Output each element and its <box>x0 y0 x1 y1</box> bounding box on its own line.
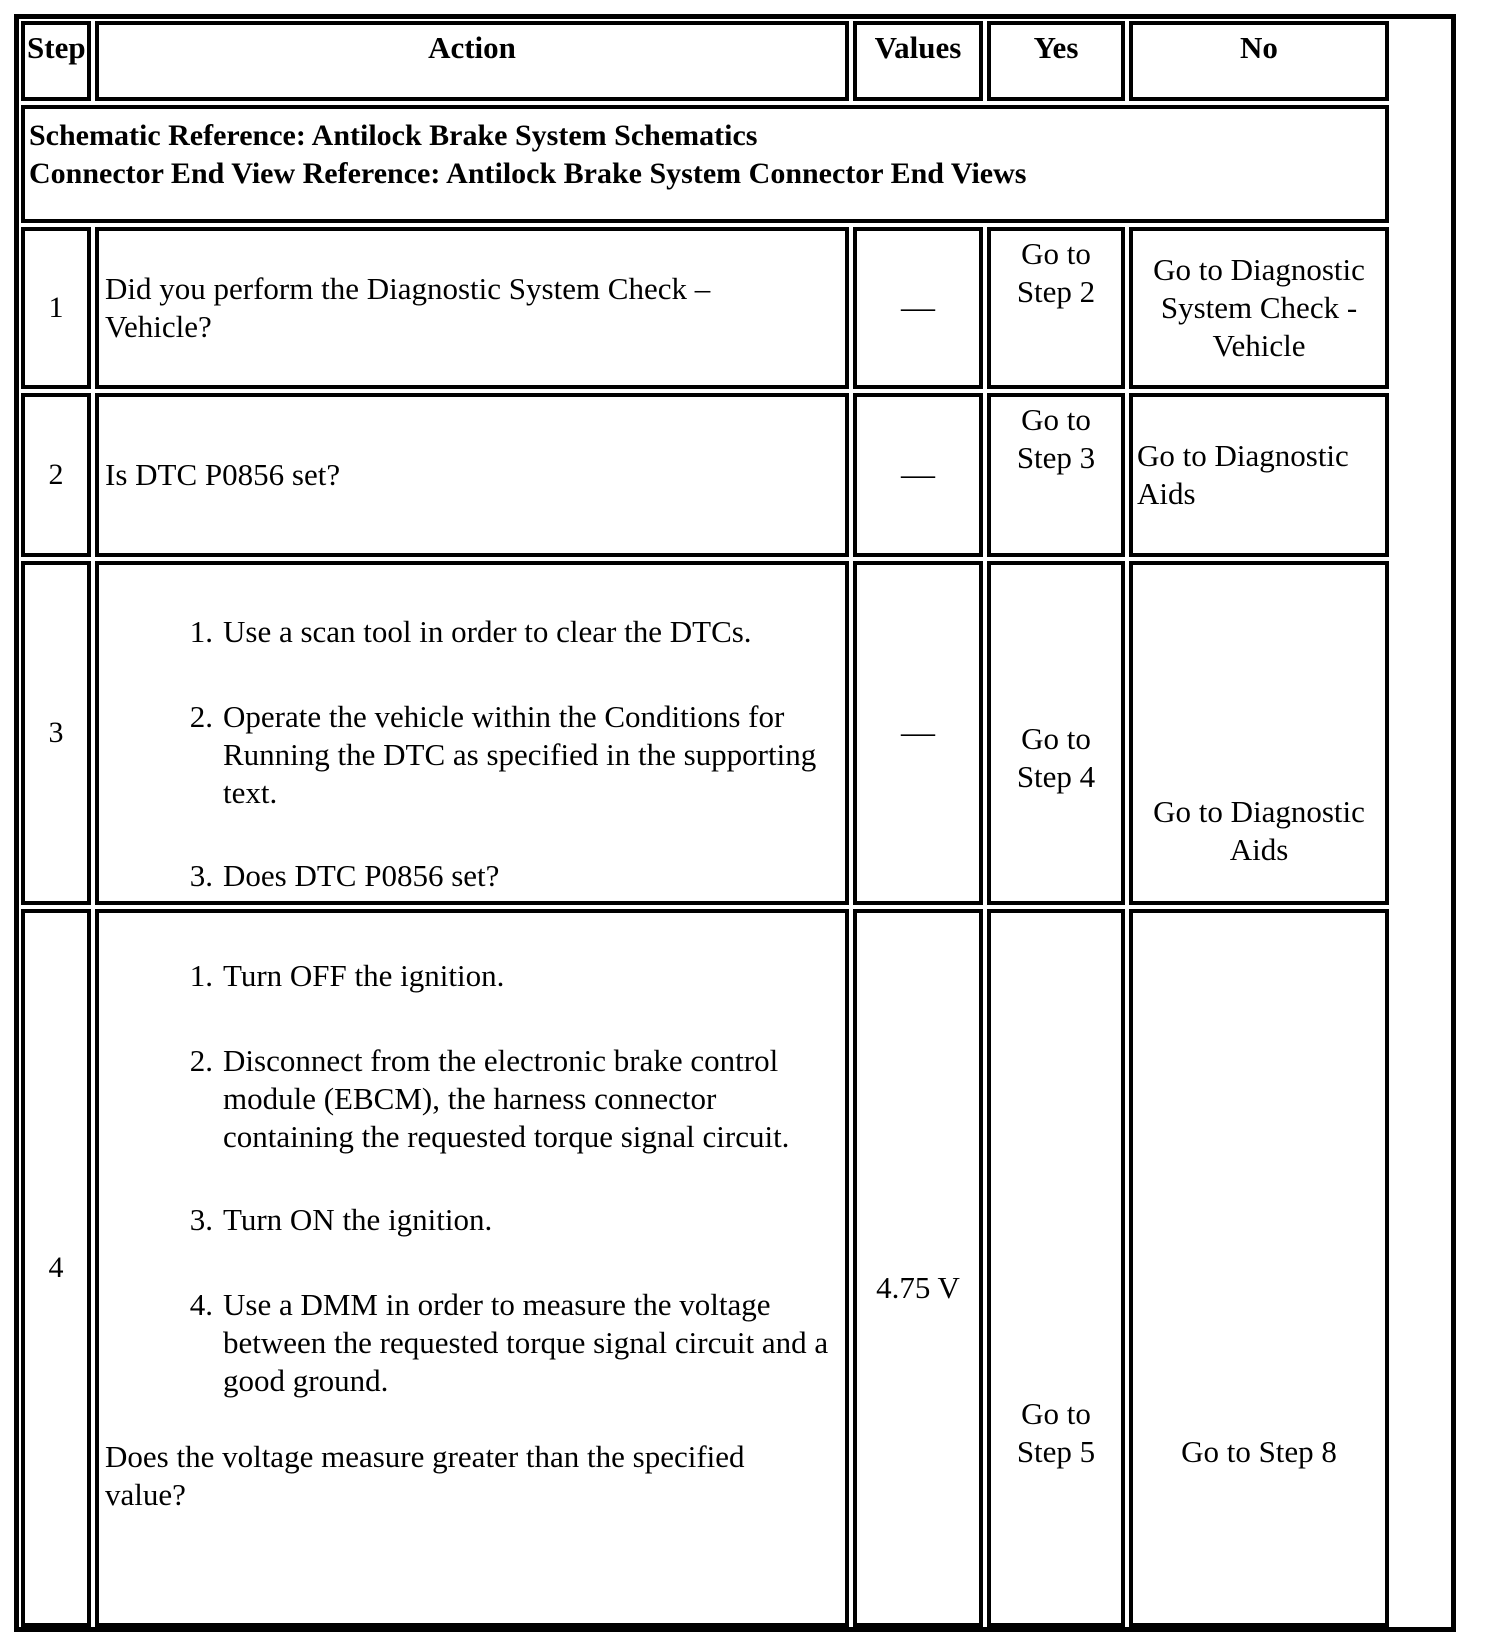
step-4-substep-3-num: 3. <box>189 1202 213 1237</box>
step-3-substep-3 <box>183 857 829 895</box>
step-4-number-text: 4 <box>48 1251 64 1284</box>
header-step <box>21 21 91 101</box>
step-3-action <box>95 561 849 905</box>
step-4-substep-1-text: Turn OFF the ignition. <box>223 958 505 993</box>
step-1-action <box>95 227 849 389</box>
step-3-number <box>21 561 91 905</box>
step-4-yes <box>987 909 1125 1627</box>
step-1-value-text: — <box>901 289 935 326</box>
step-3-number-text: 3 <box>48 716 64 749</box>
step-2-number <box>21 393 91 557</box>
step-1-action-text: Did you perform the Diagnostic System Check – Vehicle? <box>105 271 711 344</box>
header-no <box>1129 21 1389 101</box>
reference-row <box>21 105 1389 223</box>
step-3-substep-2-text: Operate the vehicle within the Conditions for Running the DTC as specified in the supporting text. <box>223 699 817 810</box>
schematic-reference: Schematic Reference: Antilock Brake System Schematics <box>29 119 758 152</box>
step-3-substep-1 <box>183 613 829 651</box>
step-1-yes-link[interactable]: Go to Step 2 <box>1016 236 1096 309</box>
header-action-label: Action <box>428 30 516 65</box>
step-4-question: Does the voltage measure greater than the specified value? <box>105 1439 745 1512</box>
step-2-value <box>853 393 983 557</box>
step-4-value <box>853 909 983 1627</box>
connector-reference: Connector End View Reference: Antilock Brake System Connector End Views <box>29 157 1027 190</box>
step-2-action <box>95 393 849 557</box>
step-4-value-text: 4.75 V <box>876 1270 960 1305</box>
header-values-label: Values <box>874 30 962 65</box>
step-1-yes <box>987 227 1125 389</box>
step-2-no <box>1129 393 1389 557</box>
step-4-substep-1-num: 1. <box>189 958 213 993</box>
step-3-substep-2-num: 2. <box>189 699 213 734</box>
step-4-no <box>1129 909 1389 1627</box>
step-3-value-text: — <box>901 714 935 751</box>
step-4-substep-3-text: Turn ON the ignition. <box>223 1202 493 1237</box>
step-4-action <box>95 909 849 1627</box>
step-3-substep-3-num: 3. <box>189 858 213 893</box>
step-4-yes-link[interactable]: Go to Step 5 <box>1016 1396 1096 1469</box>
step-3-value <box>853 561 983 905</box>
step-4-number <box>21 909 91 1627</box>
diagnostic-table <box>14 14 1456 1632</box>
header-values <box>853 21 983 101</box>
step-2-yes-link[interactable]: Go to Step 3 <box>1016 402 1096 475</box>
step-3-substep-1-num: 1. <box>189 614 213 649</box>
header-yes-label: Yes <box>1033 30 1079 65</box>
step-3-no-link[interactable]: Go to Diagnostic Aids <box>1153 794 1365 867</box>
step-4-substep-2-num: 2. <box>189 1043 213 1078</box>
step-4-substep-4-num: 4. <box>189 1287 213 1322</box>
header-action <box>95 21 849 101</box>
step-1-number-text: 1 <box>48 291 64 324</box>
header-no-label: No <box>1240 30 1278 65</box>
step-3-yes-link[interactable]: Go to Step 4 <box>1016 721 1096 794</box>
step-3-substep-1-text: Use a scan tool in order to clear the DTCs. <box>223 614 752 649</box>
step-4-substep-4-text: Use a DMM in order to measure the voltage between the requested torque signal circuit and a good ground. <box>223 1287 829 1398</box>
step-4-substep-4 <box>183 1286 829 1400</box>
step-2-no-link[interactable]: Go to Diagnostic Aids <box>1137 438 1349 511</box>
step-3-no <box>1129 561 1389 905</box>
step-1-no-link[interactable]: Go to Diagnostic System Check - Vehicle <box>1153 252 1365 363</box>
header-yes <box>987 21 1125 101</box>
step-3-yes <box>987 561 1125 905</box>
step-4-substep-1 <box>183 957 829 995</box>
step-1-value <box>853 227 983 389</box>
step-1-no <box>1129 227 1389 389</box>
step-1-number <box>21 227 91 389</box>
header-step-label: Step <box>27 30 86 65</box>
step-4-substep-3 <box>183 1201 829 1239</box>
step-2-yes <box>987 393 1125 557</box>
step-4-substep-2-text: Disconnect from the electronic brake control module (EBCM), the harness connector containing the requested torque signal circuit. <box>223 1043 790 1154</box>
step-2-action-text: Is DTC P0856 set? <box>105 457 341 492</box>
step-3-substep-2 <box>183 698 829 812</box>
step-4-no-link[interactable]: Go to Step 8 <box>1181 1434 1337 1469</box>
step-4-substep-2 <box>183 1042 829 1156</box>
step-2-number-text: 2 <box>48 458 64 491</box>
step-3-substep-3-text: Does DTC P0856 set? <box>223 858 500 893</box>
step-2-value-text: — <box>901 456 935 493</box>
